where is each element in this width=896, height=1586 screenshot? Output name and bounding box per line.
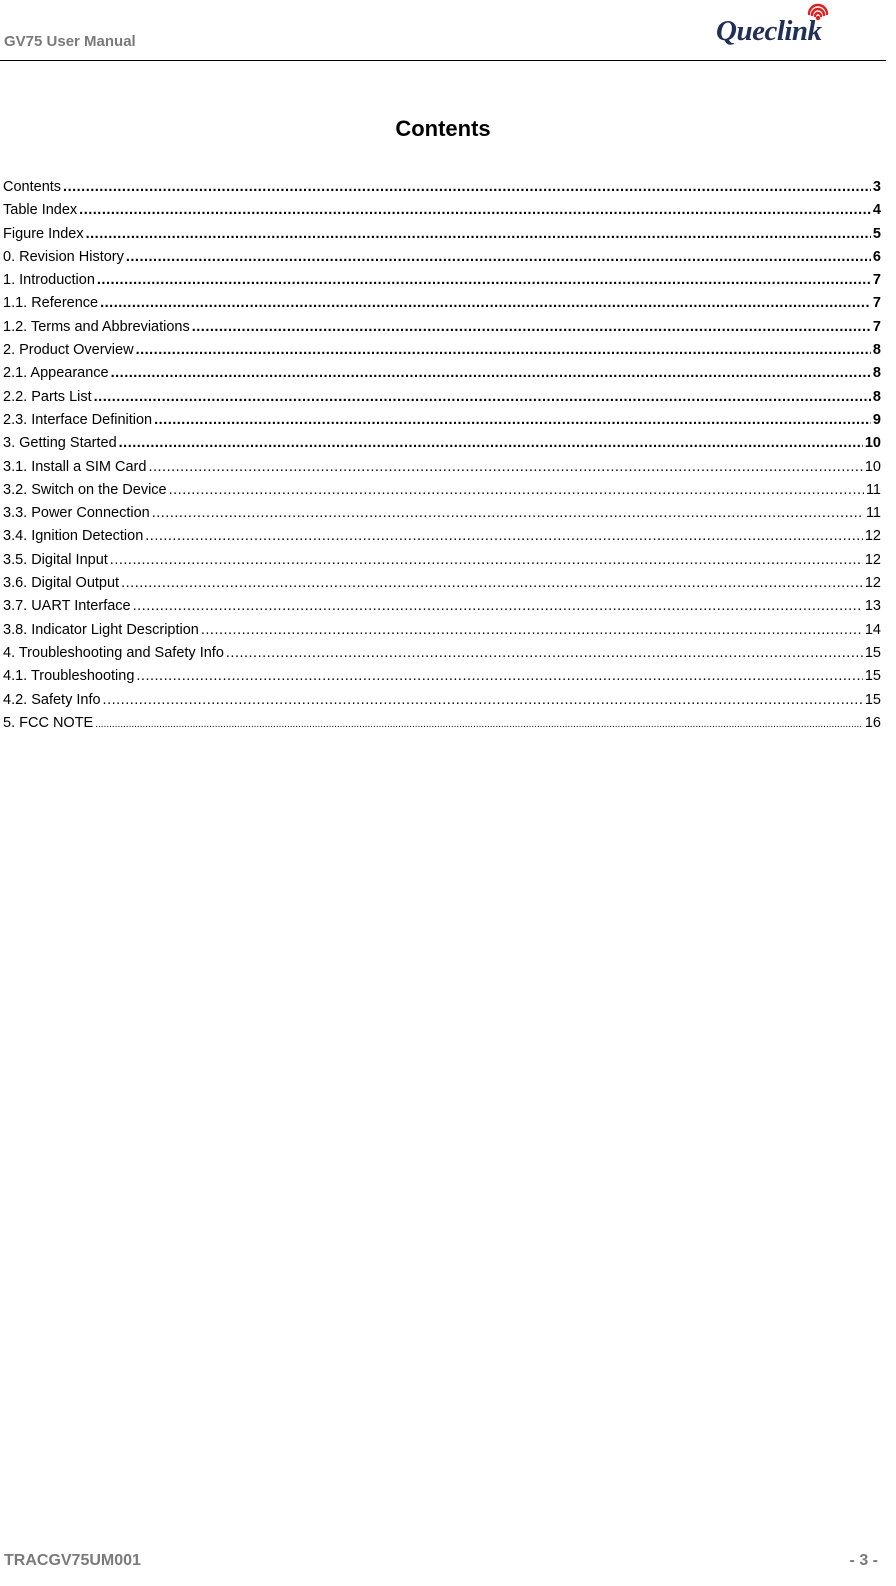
toc-dot-leader — [110, 549, 863, 572]
toc-entry[interactable] — [3, 456, 881, 479]
toc-entry-label: 5. FCC NOTE — [3, 714, 94, 731]
toc-entry[interactable] — [3, 223, 881, 246]
toc-entry[interactable] — [3, 199, 881, 222]
queclink-logo — [712, 0, 862, 56]
toc-entry[interactable] — [3, 642, 881, 665]
toc-entry-page: 10 — [864, 458, 881, 475]
toc-entry-page: 3 — [872, 179, 881, 195]
toc-entry[interactable] — [3, 432, 881, 455]
table-of-contents — [3, 176, 881, 735]
toc-entry-label: 3.6. Digital Output — [3, 575, 120, 592]
toc-dot-leader — [136, 665, 862, 688]
toc-dot-leader — [148, 456, 862, 479]
toc-dot-leader — [119, 432, 863, 455]
toc-entry[interactable] — [3, 292, 881, 315]
toc-dot-leader — [226, 642, 863, 665]
toc-entry-label: 3.3. Power Connection — [3, 505, 150, 522]
toc-entry-page: 5 — [872, 225, 881, 242]
toc-entry[interactable] — [3, 712, 881, 735]
toc-entry-label: 1. Introduction — [3, 272, 95, 289]
toc-entry-page: 12 — [864, 575, 881, 592]
toc-entry[interactable] — [3, 619, 881, 642]
toc-entry[interactable] — [3, 502, 881, 525]
toc-entry[interactable] — [3, 525, 881, 548]
toc-entry-page: 4 — [872, 202, 881, 219]
toc-entry-page: 13 — [864, 598, 881, 615]
toc-entry-label: 2. Product Overview — [3, 342, 134, 359]
toc-entry-page: 8 — [872, 365, 881, 382]
toc-entry-label: 4.2. Safety Info — [3, 691, 101, 708]
toc-entry-label: 4.1. Troubleshooting — [3, 668, 135, 685]
toc-entry-label: 3.1. Install a SIM Card — [3, 458, 147, 475]
page-number: - 3 - — [849, 1552, 878, 1569]
toc-entry-label: 0. Revision History — [3, 248, 124, 265]
toc-entry[interactable] — [3, 479, 881, 502]
toc-dot-leader — [152, 502, 864, 525]
toc-dot-leader — [136, 339, 871, 362]
toc-dot-leader — [133, 595, 863, 618]
toc-entry-page: 7 — [872, 295, 881, 312]
toc-entry-page: 6 — [872, 248, 881, 265]
toc-dot-leader — [121, 572, 863, 595]
toc-dot-leader — [63, 176, 871, 199]
toc-entry-label: 3.2. Switch on the Device — [3, 481, 167, 498]
toc-entry-label: 3.7. UART Interface — [3, 598, 131, 615]
toc-entry-label: 4. Troubleshooting and Safety Info — [3, 644, 224, 661]
toc-entry-label: 2.2. Parts List — [3, 388, 92, 405]
toc-entry-label: 3.4. Ignition Detection — [3, 528, 144, 545]
toc-dot-leader — [111, 362, 871, 385]
toc-entry-label: 1.2. Terms and Abbreviations — [3, 318, 190, 335]
toc-entry-page: 16 — [864, 714, 881, 731]
toc-entry-page: 12 — [864, 528, 881, 545]
page-title: Contents — [395, 116, 491, 141]
toc-entry[interactable] — [3, 176, 881, 199]
page-header — [0, 0, 886, 61]
toc-entry-page: 8 — [872, 388, 881, 405]
toc-dot-leader — [201, 619, 863, 642]
toc-entry[interactable] — [3, 549, 881, 572]
toc-entry-label: 2.3. Interface Definition — [3, 411, 153, 428]
toc-entry-label: Table Index — [3, 202, 78, 219]
toc-entry-page: 11 — [865, 481, 881, 498]
toc-entry-label: 3. Getting Started — [3, 435, 117, 452]
toc-dot-leader — [86, 223, 871, 246]
toc-entry-page: 15 — [864, 691, 881, 708]
toc-dot-leader — [103, 689, 863, 712]
toc-entry-page: 11 — [865, 505, 881, 522]
toc-entry-label: 2.1. Appearance — [3, 365, 109, 382]
toc-entry-page: 14 — [864, 621, 881, 638]
toc-entry-label: 3.8. Indicator Light Description — [3, 621, 199, 638]
toc-entry[interactable] — [3, 665, 881, 688]
toc-entry[interactable] — [3, 339, 881, 362]
toc-entry[interactable] — [3, 595, 881, 618]
toc-entry[interactable] — [3, 269, 881, 292]
toc-entry-label: Contents — [3, 179, 62, 195]
toc-dot-leader — [145, 525, 863, 548]
toc-entry-page: 10 — [864, 435, 881, 452]
toc-entry-label: 3.5. Digital Input — [3, 551, 108, 568]
logo-wordmark: Queclink — [716, 15, 822, 47]
toc-entry[interactable] — [3, 362, 881, 385]
toc-entry-page: 15 — [864, 668, 881, 685]
toc-dot-leader — [97, 269, 871, 292]
toc-dot-leader — [169, 479, 864, 502]
toc-dot-leader — [192, 316, 871, 339]
toc-entry[interactable] — [3, 316, 881, 339]
toc-entry-page: 7 — [872, 272, 881, 289]
toc-entry[interactable] — [3, 386, 881, 409]
document-title: GV75 User Manual — [4, 33, 136, 50]
toc-dot-leader — [79, 199, 871, 222]
toc-entry-page: 15 — [864, 644, 881, 661]
toc-entry-page: 9 — [872, 411, 881, 428]
toc-entry[interactable] — [3, 246, 881, 269]
toc-dot-leader — [95, 713, 863, 736]
toc-entry-label: Figure Index — [3, 225, 84, 242]
toc-entry-page: 7 — [872, 318, 881, 335]
toc-dot-leader — [126, 246, 871, 269]
toc-entry-page: 8 — [872, 342, 881, 359]
toc-entry[interactable] — [3, 689, 881, 712]
toc-entry[interactable] — [3, 409, 881, 432]
toc-entry-label: 1.1. Reference — [3, 295, 99, 312]
document-code: TRACGV75UM001 — [4, 1552, 141, 1569]
toc-entry[interactable] — [3, 572, 881, 595]
toc-dot-leader — [94, 386, 871, 409]
toc-dot-leader — [154, 409, 871, 432]
toc-entry-page: 12 — [864, 551, 881, 568]
toc-dot-leader — [100, 292, 871, 315]
